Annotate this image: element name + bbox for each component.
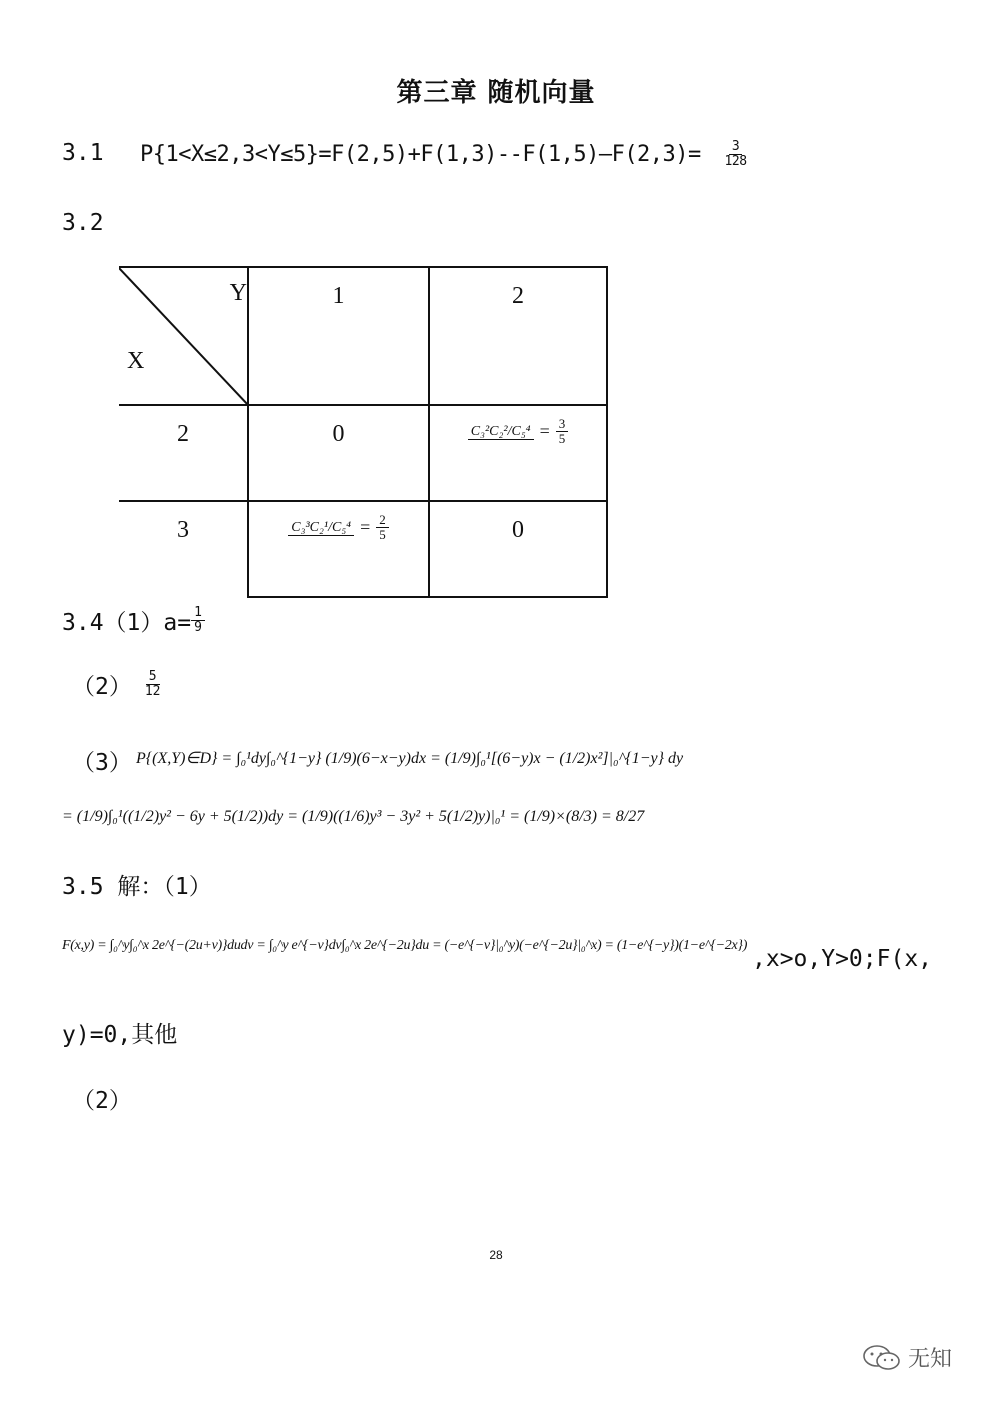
fraction-denominator: 9 (194, 620, 202, 635)
x-axis-label: X (127, 348, 145, 374)
part-3-label: （3） (72, 750, 132, 776)
section-3-4-part2 (72, 668, 164, 701)
section-3-1-expression (140, 140, 750, 170)
section-3-4-label: 3.4（1）a= (62, 610, 192, 636)
fraction-denominator: 128 (724, 154, 747, 170)
fraction-numerator: 3 (729, 140, 742, 155)
combination-fraction: C₃²C₂²/C₅⁴ = $\frac{3}{5}$ (468, 417, 568, 447)
column-header-1: 1 (332, 283, 345, 309)
cell-x3-y2: 0 (512, 517, 524, 543)
fraction-numerator: 2 (376, 513, 389, 528)
fraction-denominator: 5 (558, 431, 566, 447)
diagonal-divider (119, 268, 247, 406)
wechat-icon (862, 1344, 902, 1372)
section-3-1-label: 3.1 (62, 140, 104, 166)
section-3-1-expr-text: P{1<X≤2,3<Y≤5}=F(2,5)+F(1,3)--F(1,5)—F(2,3)= (140, 141, 701, 167)
section-3-2-label: 3.2 (62, 210, 104, 236)
cell-x2-y1: 0 (332, 421, 345, 447)
y-axis-label: Y (229, 280, 247, 306)
section-3-5-otherwise: y)=0,其他 (62, 1022, 178, 1048)
part-2-label: （2） (72, 674, 132, 700)
row-header-2: 2 (177, 421, 189, 447)
fraction-denominator: 5 (379, 527, 386, 543)
section-3-5-part2-label: （2） (72, 1088, 132, 1114)
part-3-equation-line-2: = (1/9)∫₀¹((1/2)y² − 6y + 5(1/2))dy = (1/9)((1/6)y³ − 3y² + 5(1/2)y)|₀¹ = (1/9)×(8/3) = 8/27 (62, 808, 645, 825)
part-2-answer (142, 670, 164, 700)
section-3-1-answer (722, 140, 750, 170)
page-title: 第三章 随机向量 (396, 78, 596, 108)
watermark (862, 1342, 952, 1373)
cell-x2-y2-value (556, 417, 569, 447)
part-3-equation-line-1: P{(X,Y)∈D} = ∫₀¹dy∫₀^{1−y} (1/9)(6−x−y)dx = (1/9)∫₀¹[(6−y)x − (1/2)x²]|₀^{1−y} dy (136, 750, 684, 767)
section-3-5-label: 3.5 解：（1） (62, 874, 212, 900)
comb-numerator: C₃³C₂¹/C₅⁴ (288, 520, 354, 536)
row-header-3: 3 (177, 517, 189, 543)
comb-numerator: C₃²C₂²/C₅⁴ (468, 424, 534, 440)
joint-distribution-table (119, 266, 608, 596)
column-header-2: 2 (512, 283, 524, 309)
cell-x2-y2 (429, 405, 607, 501)
fraction-numerator: 1 (191, 606, 205, 621)
fraction-numerator: 3 (556, 417, 569, 432)
section-3-4-a-value (191, 606, 205, 636)
watermark-text: 无知 (907, 1347, 952, 1372)
section-3-5-formula: F(x,y) = ∫₀^y∫₀^x 2e^{−(2u+v)}dudv = ∫₀^y e^{−v}dv∫₀^x 2e^{−2u}du = (−e^{−v}|₀^y)(−e^{−2u}|₀^x) = (1−e^{−y})(1−e^{−2x}) (62, 938, 748, 953)
fraction-numerator: 5 (146, 670, 160, 685)
cell-x3-y1-value (376, 513, 389, 543)
section-3-4-part1 (62, 604, 205, 637)
section-3-5-condition: ,x>o,Y>0;F(x, (752, 946, 933, 972)
page-number: 28 (489, 1248, 503, 1262)
fraction-denominator: 12 (144, 684, 161, 699)
combination-fraction: C₃³C₂¹/C₅⁴ = $\frac{2}{5}$ (288, 513, 388, 543)
cell-x3-y1 (248, 501, 429, 597)
table-corner-cell (119, 267, 248, 405)
